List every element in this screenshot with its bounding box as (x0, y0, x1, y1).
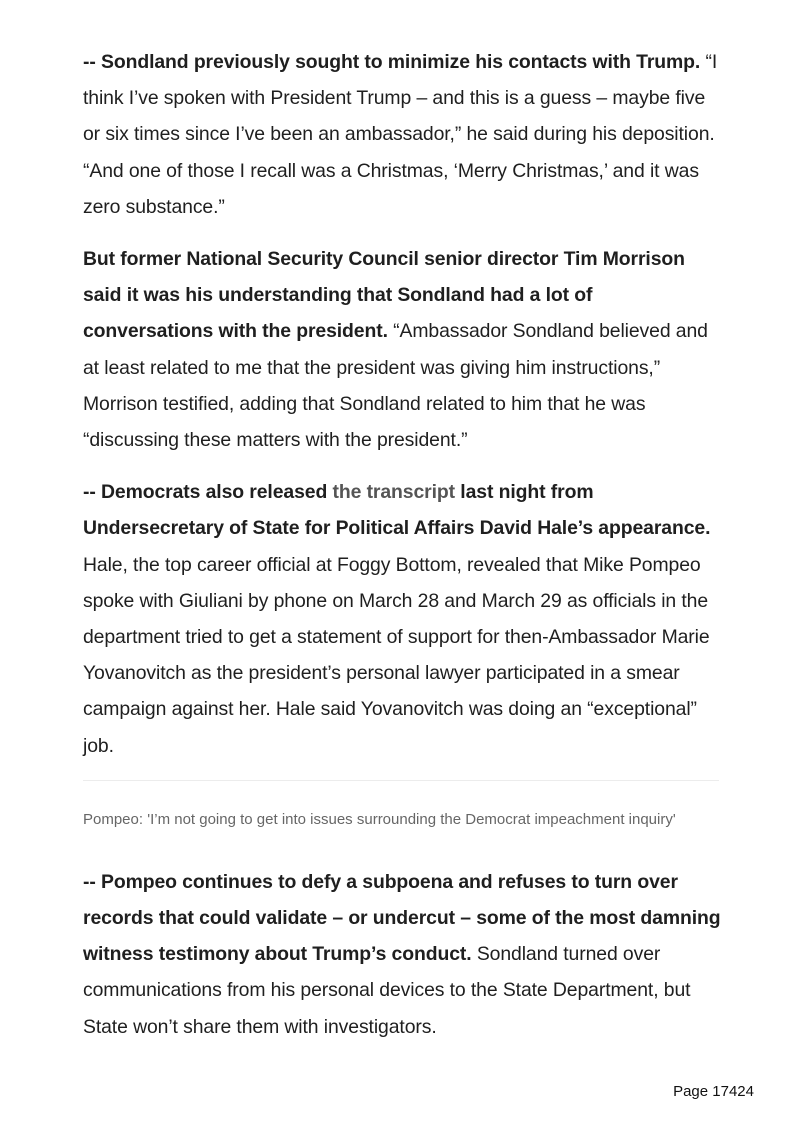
paragraph-sondland-contacts (83, 44, 723, 225)
paragraph-body-text: Sondland turned over communications from his personal devices to the State Department, but State won’t share them with investigators. (83, 943, 691, 1038)
paragraph-pompeo-subpoena (83, 864, 723, 1045)
section-divider (83, 780, 719, 781)
paragraph-body-text: “I think I’ve spoken with President Trump – and this is a guess – maybe five or six times since I’ve been an ambassador,” he said during his deposition. “And one of those I recall was a Christmas, ‘Merry Christmas,’ and it was zero substance.” (83, 51, 718, 218)
paragraph-lead-bold: -- Democrats also released (83, 481, 333, 504)
paragraph-hale-transcript (83, 474, 723, 764)
paragraph-body-text: “Ambassador Sondland believed and at least related to me that the president was giving him instructions,” Morrison testified, adding that Sondland related to him that he was “discussing these matters with the president.” (83, 320, 708, 452)
paragraph-lead-bold: But former National Security Council senior director Tim Morrison said it was his understanding that Sondland had a lot of conversations with the president. (83, 248, 685, 343)
paragraph-lead-bold: -- Pompeo continues to defy a subpoena and refuses to turn over records that could validate – or undercut – some of the most damning witness testimony about Trump’s conduct. (83, 870, 721, 966)
page-number: Page 17424 (673, 1083, 754, 1100)
paragraph-body-text: Hale, the top career official at Foggy Bottom, revealed that Mike Pompeo spoke with Giuliani by phone on March 28 and March 29 as officials in the department tried to get a statement of support for then-Ambassador Marie Yovanovitch as the president’s personal lawyer participated in a smear campaign against her. Hale said Yovanovitch was doing an “exceptional” job. (83, 553, 710, 757)
paragraph-lead-bold-continued: last night from Undersecretary of State for Political Affairs David Hale’s appearance. (83, 481, 711, 540)
article-body (83, 44, 723, 1061)
video-caption: Pompeo: 'I’m not going to get into issues surrounding the Democrat impeachment inquiry' (83, 810, 676, 828)
transcript-link[interactable]: the transcript (332, 481, 456, 504)
paragraph-lead-bold: -- Sondland previously sought to minimize his contacts with Trump. (83, 51, 701, 73)
paragraph-morrison-testimony (83, 241, 723, 458)
